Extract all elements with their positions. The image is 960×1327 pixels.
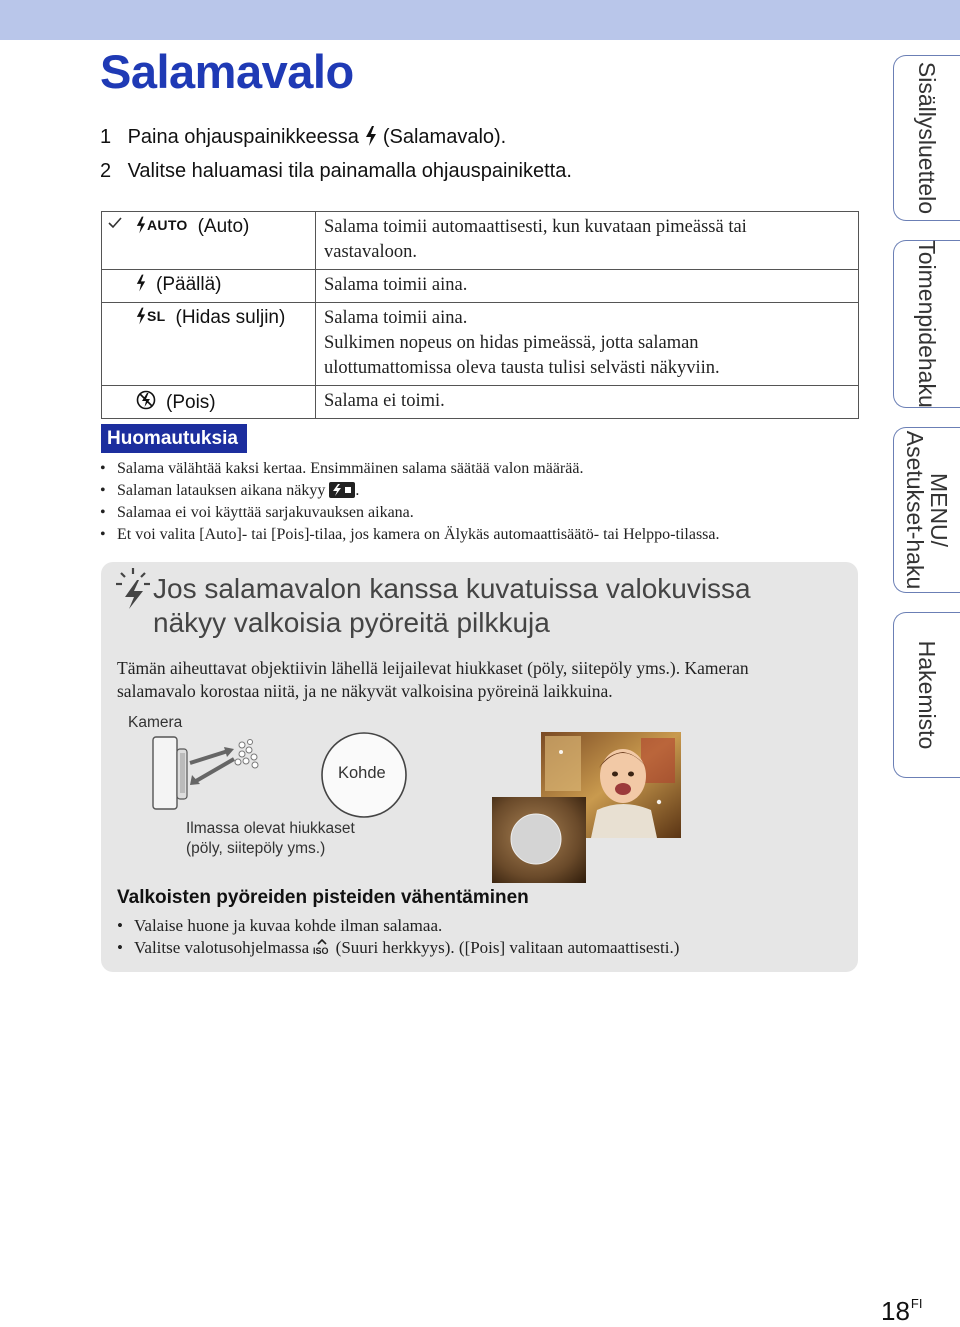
note-item: • Et voi valita [Auto]- tai [Pois]-tilaa, jos kamera on Älykäs automaattisäätö- tai Helppo-tilassa.: [100, 524, 720, 546]
label-particles: Ilmassa olevat hiukkaset (pöly, siitepöly yms.): [186, 820, 355, 857]
tab-operation-search[interactable]: Toimenpidehaku: [893, 240, 960, 408]
flash-slow-sync-icon: SL: [136, 307, 166, 325]
flash-auto-icon: AUTO: [136, 216, 188, 234]
page-title: Salamavalo: [100, 45, 354, 98]
note-item: • Salamaa ei voi käyttää sarjakuvauksen aikana.: [100, 502, 720, 524]
notes-list: [100, 458, 720, 546]
mode-off-desc: Salama ei toimi.: [316, 386, 859, 419]
flash-off-icon: [136, 390, 156, 410]
tab-menu-settings-search[interactable]: MENU/ Asetukset-haku: [893, 427, 960, 593]
mode-on: (Päällä): [128, 270, 316, 303]
reduce-list: [117, 915, 679, 959]
orb-closeup-photo: [492, 797, 586, 883]
reduce-heading: Valkoisten pyöreiden pisteiden vähentäminen: [117, 887, 529, 908]
note-item: • Salaman latauksen aikana näkyy .: [100, 480, 720, 502]
mode-off: (Pois): [128, 386, 316, 419]
mode-slow-sync: SL (Hidas suljin): [128, 303, 316, 386]
mode-row-off: [102, 386, 859, 419]
note-item: • Salama välähtää kaksi kertaa. Ensimmäinen salama säätää valon määrää.: [100, 458, 720, 480]
default-check: [102, 212, 129, 270]
svg-text:ISO: ISO: [313, 946, 329, 955]
flash-mode-table: [101, 211, 859, 419]
check-icon: [108, 216, 122, 230]
reduce-item: • Valitse valotusohjelmassa ISO (Suuri herkkyys). ([Pois] valitaan automaattisesti.): [117, 937, 679, 959]
page-number: $18^{FI}$: [881, 1296, 923, 1326]
mode-on-desc: Salama toimii aina.: [316, 270, 859, 303]
mode-row-slow-sync: [102, 303, 859, 386]
step-1: 1 Paina ohjauspainikkeessa (Salamavalo).: [100, 126, 507, 148]
label-camera: Kamera: [128, 714, 183, 731]
label-subject: Kohde: [338, 764, 386, 782]
notes-heading: Huomautuksia: [101, 424, 247, 453]
tab-table-of-contents[interactable]: Sisällysluettelo: [893, 55, 960, 221]
flash-icon: [365, 126, 377, 146]
tip-body: Tämän aiheuttavat objektiivin lähellä leijailevat hiukkaset (pöly, siitepöly yms.). Kameran salamavalo korostaa niitä, ja ne näkyvät valkoisina pyöreinä laikkuina.: [117, 658, 749, 701]
tab-index[interactable]: Hakemisto: [893, 612, 960, 778]
step-2: 2 Valitse haluamasi tila painamalla ohjauspainiketta.: [100, 160, 572, 182]
reduce-item: • Valaise huone ja kuvaa kohde ilman salamaa.: [117, 915, 679, 937]
mode-row-on: [102, 270, 859, 303]
mode-auto: AUTO (Auto): [128, 212, 316, 270]
tip-title: Jos salamavalon kanssa kuvatuissa valokuvissa näkyy valkoisia pyöreitä pilkkuja: [153, 573, 751, 638]
mode-auto-desc: Salama toimii automaattisesti, kun kuvataan pimeässä tai vastavaloon.: [316, 212, 859, 270]
mode-row-auto: [102, 212, 859, 270]
mode-slow-sync-desc: Salama toimii aina. Sulkimen nopeus on hidas pimeässä, jotta salaman ulottumattomissa oleva tausta tulisi selvästi näkyviin.: [316, 303, 859, 386]
flash-charging-icon: [329, 482, 355, 498]
lightbulb-hint-icon: [115, 566, 151, 610]
flash-on-icon: [136, 274, 146, 292]
high-iso-icon: [313, 939, 331, 955]
camera-illustration: [150, 733, 270, 813]
top-color-bar: [0, 0, 960, 40]
